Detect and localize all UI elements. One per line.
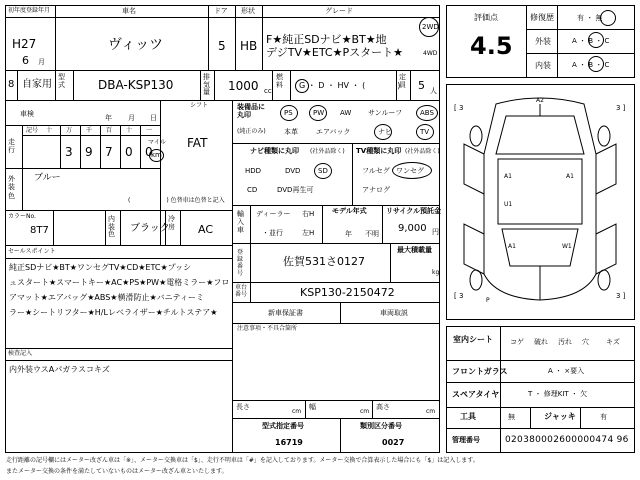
grade-line-1: F★純正SDナビ★BT★地 xyxy=(266,33,387,46)
odometer-digit: 7 xyxy=(105,145,113,159)
shape-label: 形状 xyxy=(241,7,255,15)
equipment-sublabel: (純正のみ) xyxy=(237,128,266,135)
equipment-item: AW xyxy=(340,109,352,117)
mileage-mark-label: 記号 xyxy=(26,127,39,134)
drive-4wd: 4WD xyxy=(423,50,438,57)
odometer-digit: 0 xyxy=(145,145,153,159)
navi-hdd: HDD xyxy=(245,167,262,175)
exterior-note: ( ) 色替車は色替と記入 xyxy=(128,197,225,204)
int-label: 内装 xyxy=(535,61,551,70)
displacement-unit: cc xyxy=(264,87,272,95)
odometer-digit-label: 万 xyxy=(66,127,73,134)
glass-value: A ・ ×要入 xyxy=(548,367,585,375)
odometer-digit: 0 xyxy=(125,145,133,159)
int-b-circle xyxy=(588,56,604,72)
ac-label: 冷房 xyxy=(168,215,175,231)
grade-label: グレード xyxy=(325,7,353,15)
unit-km: km xyxy=(151,151,162,159)
spare-label: スペアタイヤ xyxy=(452,390,500,399)
color-code-label: カラーNo. xyxy=(8,213,36,220)
mgmt-label: 管理番号 xyxy=(452,436,480,444)
seat-label: 室内シート xyxy=(453,335,493,344)
ac-value: AC xyxy=(198,223,214,236)
tv-fullseg: フルセグ xyxy=(362,167,390,175)
seat-item: 穴 xyxy=(582,338,589,346)
footer-line-1: 走行距離の記号欄にはメーター改ざん車は「※」、メーター交換車は「$」、走行不明車は「#」を記入しております。メーター交換で合算表示した場合にも「$」は記入します。 xyxy=(6,457,479,464)
import-parallel: ・並行 xyxy=(262,229,283,237)
inspection-day: 日 xyxy=(150,114,157,122)
shift-value: FAT xyxy=(187,136,208,150)
equipment-item: 本革 xyxy=(284,128,298,136)
equipment-item: PS xyxy=(284,109,293,117)
model-value: DBA-KSP130 xyxy=(98,78,174,92)
equipment-item: TV xyxy=(420,128,430,136)
odometer-digit-label: 百 xyxy=(106,127,113,134)
repair-label: 修復歴 xyxy=(530,13,554,22)
chassis-label: 車台番号 xyxy=(235,284,248,298)
reg-era: H27 xyxy=(12,37,37,51)
exterior-color: ブルー xyxy=(34,173,61,183)
warranty-manual-label: 車両取説 xyxy=(380,309,408,317)
jack-label: ジャッキ xyxy=(544,412,576,421)
displacement-label: 排気量 xyxy=(203,73,210,97)
drive-2wd: 2WD xyxy=(422,23,439,31)
tv-oneseg: ワンセグ xyxy=(396,167,424,175)
odometer-digit-label: 一 xyxy=(146,127,153,134)
model-year-label: モデル年式 xyxy=(332,207,367,215)
reg-year-label: 初年度登録年月 xyxy=(8,7,51,14)
regnum-value: 佐賀531さ0127 xyxy=(283,255,365,268)
navi-label: ナビ種類に丸印 xyxy=(250,147,299,155)
recycle-value: 9,000 xyxy=(398,223,427,234)
fuel-options: G ・ D ・ HV ・ ( ) xyxy=(299,81,401,90)
doors-label: ドア xyxy=(214,7,228,15)
map-u1: U1 xyxy=(504,201,513,208)
equipment-item: ナビ xyxy=(378,128,392,136)
reg-month: 6 xyxy=(22,54,29,67)
tools-label: 工具 xyxy=(460,412,476,421)
map-a1-left: A1 xyxy=(504,173,512,180)
recycle-unit: 円 xyxy=(432,228,439,236)
map-w1: W1 xyxy=(562,243,572,250)
car-name: ヴィッツ xyxy=(108,37,164,53)
import-hand-r: 右H xyxy=(302,210,315,218)
glass-label: フロントガラス xyxy=(452,367,508,376)
odometer-digit-label: 十 xyxy=(126,127,133,134)
capacity-value: 5 xyxy=(418,79,425,92)
shape-value: HB xyxy=(240,39,258,53)
recycle-label: リサイクル預託金 xyxy=(386,207,442,215)
chassis-value: KSP130-2150472 xyxy=(300,286,395,299)
spare-value: T ・ 修理KIT ・ 欠 xyxy=(528,390,588,398)
tv-label: TV種類に丸印 xyxy=(356,147,402,155)
dim-height: 高さ xyxy=(376,403,390,411)
odometer-digit-label: 千 xyxy=(86,127,93,134)
sales-line-3: アマット★エアバッグ★ABS★横滑防止★バニティーミ xyxy=(9,293,204,302)
dim-width-unit: cm xyxy=(360,408,370,415)
grade-line-2: デジTV★ETC★Pスタート★ xyxy=(266,46,403,59)
fuel-label: 燃料 xyxy=(276,73,283,89)
notes-label: 注意事項・不具合箇所 xyxy=(237,325,298,332)
class-num-label: 類別区分番号 xyxy=(360,422,402,430)
equipment-item: サンルーフ xyxy=(368,109,403,117)
map-p: P xyxy=(486,297,490,304)
seat-item: 汚れ xyxy=(558,338,572,346)
type-num-label: 型式指定番号 xyxy=(262,422,304,430)
tv-analog: アナログ xyxy=(362,186,390,194)
inspector-text: 内外装ウスAパガラスコキズ xyxy=(9,365,110,374)
ext-b-circle xyxy=(588,32,604,48)
map-bracket-br: 3 ] xyxy=(616,292,626,300)
model-label: 型式 xyxy=(58,73,65,89)
import-hand-l: 左H xyxy=(302,229,315,237)
unit-mile: マイル xyxy=(148,139,166,146)
score-value: 4.5 xyxy=(470,32,513,60)
mileage-label: 走行 xyxy=(8,138,15,155)
row-number: 8 xyxy=(8,79,15,90)
model-year-year: 年 xyxy=(345,230,352,238)
score-label: 評価点 xyxy=(474,13,498,22)
regnum-label: 登録番号 xyxy=(237,249,244,277)
inspector-label: 検査記入 xyxy=(8,350,33,357)
odometer-digit: 9 xyxy=(85,145,93,159)
model-year-unknown: 不明 xyxy=(365,230,379,238)
equipment-label: 装備品に丸印 xyxy=(237,103,265,119)
sales-line-1: 純正SDナビ★BT★ワンセグTV★CD★ETC★プッシ xyxy=(9,263,192,272)
dim-width: 幅 xyxy=(309,403,316,411)
car-diagram xyxy=(446,84,635,320)
color-code: 8T7 xyxy=(30,225,49,236)
interior-label: 内装色 xyxy=(108,215,115,239)
inspection-year: 年 xyxy=(105,114,112,122)
tv-sublabel: (社外品除く) xyxy=(405,148,440,155)
map-bracket-tr: 3 ] xyxy=(616,104,626,112)
dim-length-unit: cm xyxy=(292,408,302,415)
seat-item: 破れ xyxy=(534,338,548,346)
repair-value: 有 ・ 無 xyxy=(577,14,603,22)
sales-label: セールスポイント xyxy=(8,248,56,255)
form-left xyxy=(5,5,440,453)
tools-value: 無 xyxy=(508,413,515,421)
warranty-new-label: 新車保証書 xyxy=(268,309,303,317)
repair-none-circle xyxy=(600,10,616,26)
doors-value: 5 xyxy=(218,39,226,53)
mgmt-value: 020380002600000474 96 xyxy=(505,435,629,445)
navi-sublabel: (社外品除く) xyxy=(310,148,345,155)
seat-item: キズ xyxy=(606,338,620,346)
seat-item: コゲ xyxy=(510,338,524,346)
inspection-label: 車検 xyxy=(20,110,34,118)
type-num-value: 16719 xyxy=(275,438,303,447)
shift-label: シフト xyxy=(190,102,209,109)
navi-cd: CD xyxy=(247,186,258,194)
map-a1-low: A1 xyxy=(508,243,516,250)
car-name-label: 車名 xyxy=(122,7,136,15)
odometer-digit: 3 xyxy=(65,145,73,159)
equipment-item: ABS xyxy=(420,109,434,117)
reg-month-unit: 月 xyxy=(38,58,45,66)
int-value: A ・ B ・ C xyxy=(572,61,610,69)
max-load-label: 最大積載量 xyxy=(397,246,432,254)
exterior-label: 外装色 xyxy=(8,175,15,200)
navi-dvd: DVD xyxy=(285,167,301,175)
use-value: 自家用 xyxy=(22,79,52,90)
sales-line-2: ュスタート★スマートキー★AC★PS★PW★電格ミラー★フロ xyxy=(9,278,230,287)
navi-sd: SD xyxy=(318,167,328,175)
inspection-month: 月 xyxy=(128,114,135,122)
map-a1-right: A1 xyxy=(566,173,574,180)
class-num-value: 0027 xyxy=(382,438,405,447)
ext-label: 外装 xyxy=(535,37,551,46)
capacity-unit: 人 xyxy=(430,87,437,95)
dim-length: 長さ xyxy=(236,403,250,411)
odometer-digit-label: 十 xyxy=(46,127,53,134)
map-bracket-tl: [ 3 xyxy=(454,104,464,112)
map-a2: A2 xyxy=(536,97,544,104)
equipment-item: PW xyxy=(313,109,325,117)
map-bracket-bl: [ 3 xyxy=(454,292,464,300)
equipment-item: エアバック xyxy=(316,128,351,136)
import-label: 輸入車 xyxy=(237,210,244,235)
sales-line-4: ラー★シートリフター★H/Lレベライザー★チルトステア★ xyxy=(9,308,218,317)
dim-height-unit: cm xyxy=(426,408,436,415)
displacement-value: 1000 xyxy=(228,79,259,93)
jack-value: 有 xyxy=(600,413,607,421)
interior-color: ブラック xyxy=(130,223,170,234)
max-load-unit: kg xyxy=(432,269,440,276)
import-dealer: ディーラー xyxy=(256,210,291,218)
capacity-label: 定員 xyxy=(399,73,406,89)
ext-value: A ・ B ・ C xyxy=(572,37,610,45)
navi-dvd-play: DVD再生可 xyxy=(277,186,314,194)
footer-line-2: またメーター交換の条件を満たしていないものはメーター改ざん車といたします。 xyxy=(6,468,228,475)
